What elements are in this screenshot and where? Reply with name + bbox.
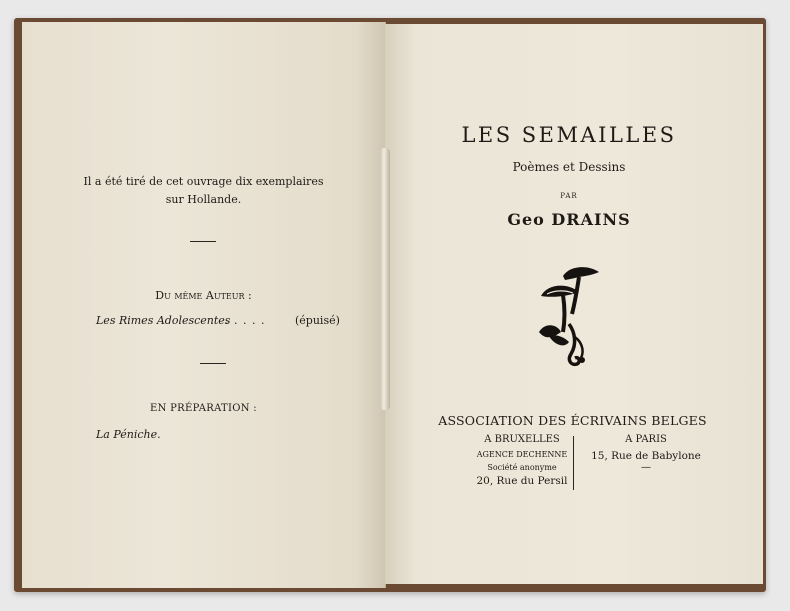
divider-1 (190, 241, 216, 242)
paris-city: A PARIS (625, 434, 667, 445)
work-status: (épuisé) (295, 314, 340, 327)
publisher-name: ASSOCIATION DES ÉCRIVAINS BELGES (438, 413, 707, 428)
par-label: PAR (560, 192, 578, 200)
book-subtitle: Poèmes et Dessins (512, 160, 626, 174)
page-fold (380, 148, 390, 410)
brussels-address: 20, Rue du Persil (476, 475, 568, 487)
edition-note-line-1: Il a été tiré de cet ouvrage dix exemplaires (83, 175, 324, 188)
divider-2 (200, 363, 226, 364)
mushroom-emblem-icon (535, 262, 607, 370)
edition-note-line-2: sur Hollande. (165, 193, 242, 206)
work-title: Les Rimes Adolescentes (96, 314, 231, 327)
brussels-agency: AGENCE DECHENNE (476, 450, 568, 459)
in-preparation-heading: EN PRÉPARATION : (150, 403, 257, 414)
brussels-city: A BRUXELLES (484, 434, 560, 445)
book-title: LES SEMAILLES (461, 123, 677, 147)
preparation-title: La Péniche. (96, 428, 161, 441)
left-page (22, 22, 386, 588)
same-author-heading: Du même Auteur : (155, 289, 252, 302)
right-page (385, 24, 763, 584)
paris-address: 15, Rue de Babylone (591, 450, 701, 462)
address-separator (573, 436, 574, 490)
paris-dash: — (641, 462, 651, 473)
work-dots: . . . . . (225, 314, 266, 327)
author-name: Geo DRAINS (507, 210, 631, 229)
brussels-company: Société anonyme (487, 463, 557, 472)
